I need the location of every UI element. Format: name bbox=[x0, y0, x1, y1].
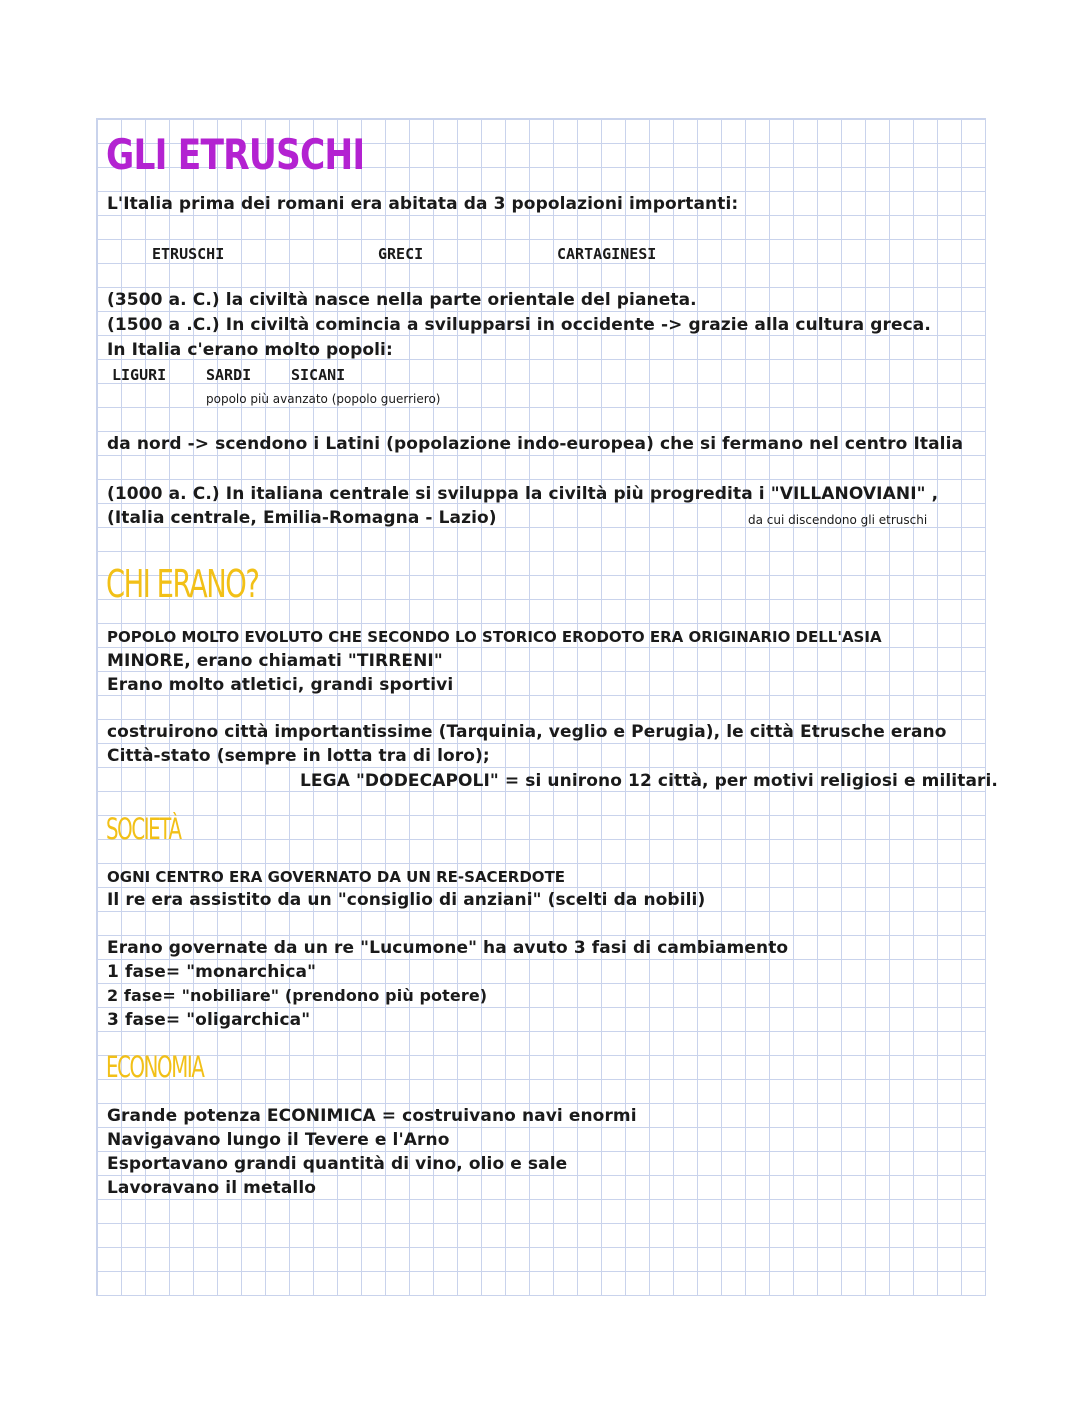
fase-1: 1 fase= "monarchica" bbox=[107, 962, 317, 982]
sicani-note: popolo più avanzato (popolo guerriero) bbox=[206, 392, 441, 406]
people-sicani: SICANI bbox=[291, 366, 346, 384]
lega-dodecapoli: LEGA "DODECAPOLI" = si unirono 12 città, per motivi religiosi e militari. bbox=[300, 771, 998, 791]
fase-3: 3 fase= "oligarchica" bbox=[107, 1010, 311, 1030]
people-liguri: LIGURI bbox=[112, 366, 167, 384]
people-sardi: SARDI bbox=[206, 366, 252, 384]
population-greci: GRECI bbox=[378, 245, 424, 263]
societa-line-1: OGNI CENTRO ERA GOVERNATO DA UN RE-SACERDOTE bbox=[107, 868, 566, 886]
section-heading-economia: ECONOMIA bbox=[106, 1050, 204, 1084]
chi-line-1: POPOLO MOLTO EVOLUTO CHE SECONDO LO STORICO ERODOTO ERA ORIGINARIO DELL'ASIA bbox=[107, 628, 882, 646]
timeline-line-2: (1500 a .C.) In civiltà comincia a svilupparsi in occidente -> grazie alla cultura greca. bbox=[107, 315, 931, 335]
citta-line-1: costruirono città importantissime (Tarquinia, veglio e Perugia), le città Etrusche erano bbox=[107, 722, 947, 742]
fase-2: 2 fase= "nobiliare" (prendono più potere) bbox=[107, 986, 488, 1005]
societa-line-2: Il re era assistito da un "consiglio di anziani" (scelti da nobili) bbox=[107, 890, 706, 910]
governo-line: Erano governate da un re "Lucumone" ha avuto 3 fasi di cambiamento bbox=[107, 938, 789, 958]
villanoviani-note: da cui discendono gli etruschi bbox=[748, 513, 928, 527]
economia-line-2: Navigavano lungo il Tevere e l'Arno bbox=[107, 1130, 450, 1150]
timeline-line-1: (3500 a. C.) la civiltà nasce nella parte orientale del pianeta. bbox=[107, 290, 697, 310]
villanoviani-line-2: (Italia centrale, Emilia-Romagna - Lazio) bbox=[107, 508, 497, 528]
citta-line-2: Città-stato (sempre in lotta tra di loro); bbox=[107, 746, 490, 766]
chi-line-2: MINORE, erano chiamati "TIRRENI" bbox=[107, 651, 443, 671]
peoples-intro: In Italia c'erano molto popoli: bbox=[107, 340, 393, 360]
intro-text: L'Italia prima dei romani era abitata da 3 popolazioni importanti: bbox=[107, 194, 739, 214]
economia-line-4: Lavoravano il metallo bbox=[107, 1178, 317, 1198]
page-title: GLI ETRUSCHI bbox=[106, 130, 365, 179]
economia-line-1: Grande potenza ECONIMICA = costruivano navi enormi bbox=[107, 1106, 637, 1126]
population-cartaginesi: CARTAGINESI bbox=[557, 245, 657, 263]
section-heading-societa: SOCIETÀ bbox=[106, 812, 181, 846]
population-etruschi: ETRUSCHI bbox=[152, 245, 225, 263]
economia-line-3: Esportavano grandi quantità di vino, olio e sale bbox=[107, 1154, 568, 1174]
chi-line-3: Erano molto atletici, grandi sportivi bbox=[107, 675, 454, 695]
section-heading-chi-erano: CHI ERANO? bbox=[106, 562, 259, 606]
latini-text: da nord -> scendono i Latini (popolazione indo-europea) che si fermano nel centro Italia bbox=[107, 434, 964, 454]
villanoviani-line-1: (1000 a. C.) In italiana centrale si sviluppa la civiltà più progredita i "VILLANOVIANI" , bbox=[107, 484, 939, 504]
